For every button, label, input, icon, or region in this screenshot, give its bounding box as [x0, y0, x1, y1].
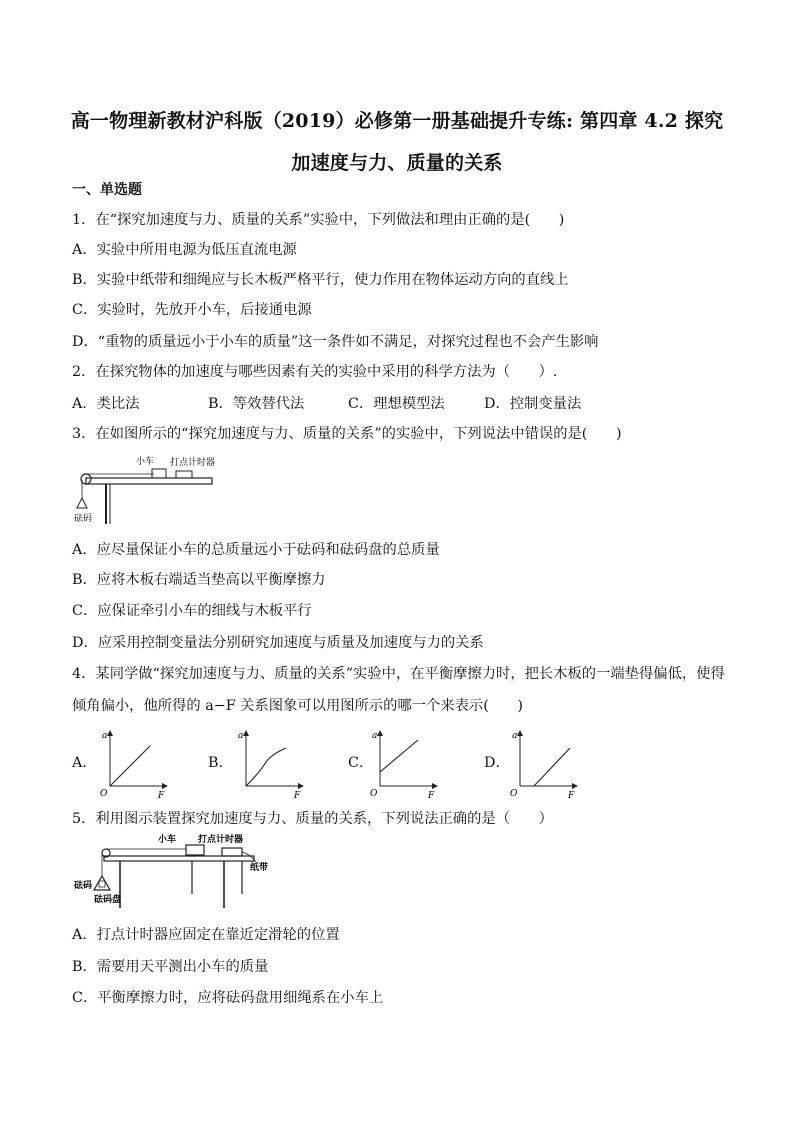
- q4-graph-a-ylabel: a: [102, 731, 108, 741]
- q5-option-c: C．平衡摩擦力时，应将砝码盘用细绳系在小车上: [72, 990, 384, 1006]
- q4-graph-a-origin: O: [100, 789, 108, 798]
- q4-graph-a-xlabel: F: [158, 791, 165, 798]
- q1-option-b: B．实验中纸带和细绳应与长木板严格平行，使力作用在物体运动方向的直线上: [72, 272, 569, 288]
- q4-graph-c-ylabel: a: [372, 731, 378, 741]
- q3-stem: 3．在如图所示的“探究加速度与力、质量的关系”的实验中，下列说法中错误的是( ): [72, 426, 622, 442]
- q1-option-a: A．实验中所用电源为低压直流电源: [72, 242, 297, 258]
- q1-option-d: D．“重物的质量远小于小车的质量”这一条件如不满足，对探究过程也不会产生影响: [72, 334, 599, 350]
- q3-option-a: A．应尽量保证小车的总质量远小于砝码和砝码盘的总质量: [72, 542, 440, 558]
- q4-stem-line-2: 倾角偏小，他所得的 a−F 关系图象可以用图所示的哪一个来表示( ): [72, 698, 523, 714]
- q1-option-c: C．实验时，先放开小车，后接通电源: [72, 302, 312, 318]
- q2-option-a: A．类比法: [72, 396, 140, 412]
- q5-fig-label-pan: 砝码盘: [94, 895, 122, 905]
- q3-fig-label-cart: 小车: [136, 457, 155, 467]
- q2-stem: 2．在探究物体的加速度与哪些因素有关的实验中采用的科学方法为（ ）.: [72, 364, 558, 380]
- q5-option-b: B．需要用天平测出小车的质量: [72, 959, 269, 975]
- q4-option-b-label: B．: [208, 755, 233, 771]
- q1-stem: 1．在“探究加速度与力、质量的关系”实验中，下列做法和理由正确的是( ): [72, 212, 565, 228]
- q3-option-b: B．应将木板右端适当垫高以平衡摩擦力: [72, 572, 326, 588]
- q5-fig-label-timer: 打点计时器: [198, 835, 244, 845]
- q2-option-d: D．控制变量法: [484, 396, 582, 412]
- q4-graph-b-xlabel: F: [294, 791, 301, 798]
- title-line-1: 高一物理新教材沪科版（2019）必修第一册基础提升专练: 第四章 4.2 探究: [70, 110, 724, 132]
- q4-option-a-label: A．: [72, 755, 97, 771]
- q4-option-d-label: D．: [484, 755, 510, 771]
- q4-graph-d: [510, 728, 580, 798]
- q4-graph-b-ylabel: a: [238, 731, 244, 741]
- q2-option-b: B．等效替代法: [208, 396, 305, 412]
- q4-stem-line-1: 4．某同学做“探究加速度与力、质量的关系”实验中，在平衡摩擦力时，把长木板的一端垫得偏低，使得: [72, 666, 725, 682]
- q5-fig-label-weight: 砝码: [74, 881, 93, 891]
- q4-graph-d-line: [534, 748, 570, 786]
- q5-apparatus-figure: [74, 832, 274, 912]
- q2-option-c: C．理想模型法: [348, 396, 445, 412]
- q4-graph-c-line: [380, 740, 418, 772]
- q5-fig-label-tape: 纸带: [250, 863, 269, 873]
- q3-fig-label-weight: 砝码: [74, 514, 93, 524]
- q4-graph-a-line: [110, 746, 150, 786]
- section-heading: 一、单选题: [72, 182, 142, 198]
- title-line-2: 加速度与力、质量的关系: [291, 152, 503, 174]
- q4-graph-c-origin: O: [370, 789, 378, 798]
- q3-apparatus-figure: [74, 454, 224, 526]
- q4-graph-c-xlabel: F: [428, 791, 435, 798]
- q5-fig-label-cart: 小车: [158, 835, 177, 845]
- q4-graph-b-curve: [246, 748, 286, 786]
- q4-graph-d-origin: O: [510, 789, 518, 798]
- q5-stem: 5．利用图示装置探究加速度与力、质量的关系，下列说法正确的是（ ）: [72, 811, 553, 827]
- q4-graph-d-ylabel: a: [512, 731, 518, 741]
- q5-option-a: A．打点计时器应固定在靠近定滑轮的位置: [72, 927, 340, 943]
- q3-fig-label-timer: 打点计时器: [170, 458, 216, 468]
- q3-option-d: D．应采用控制变量法分别研究加速度与质量及加速度与力的关系: [72, 635, 484, 651]
- q3-option-c: C．应保证牵引小车的细线与木板平行: [72, 603, 312, 619]
- q4-graph-d-xlabel: F: [568, 791, 575, 798]
- q4-graph-b: [236, 728, 306, 798]
- q4-option-c-label: C．: [348, 755, 374, 771]
- q4-graph-a: [100, 728, 170, 798]
- q4-graph-c: [370, 728, 440, 798]
